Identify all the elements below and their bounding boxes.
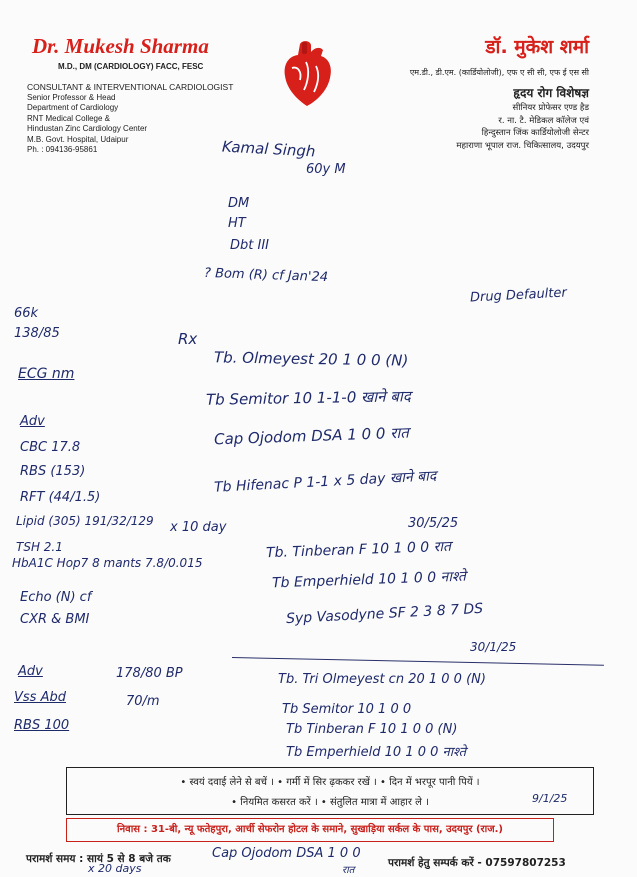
rx-item: Tb Emperhield 10 1 0 0 नाश्ते (271, 568, 467, 592)
bp-reading: 178/80 BP (116, 666, 183, 681)
advice-text-line: • नियमित कसरत करें । • संतुलित मात्रा में आहार ले । (231, 797, 429, 808)
advice-text-line: • स्वयं दवाई लेने से बचें । • गर्मी में सिर ढ़ककर रखें । • दिन में भरपूर पानी पियें । (180, 777, 480, 788)
investigation-line: RFT (44/1.5) (20, 490, 101, 505)
rx-item: Tb Hifenac P 1-1 x 5 day खाने बाद (213, 468, 437, 496)
investigation-line: Lipid (305) 191/32/129 (16, 514, 154, 528)
heart-icon (280, 38, 336, 108)
doctor-info-hindi-line: सीनियर प्रोफेसर एण्ड हैड (512, 103, 589, 113)
investigation-line: HbA1C Hop7 8 mants 7.8/0.015 (12, 556, 203, 570)
doctor-info-line: Department of Cardiology (27, 103, 119, 112)
vital-bp: 138/85 (14, 326, 60, 341)
visit-date: 30/1/25 (470, 640, 517, 654)
doctor-info-hindi-line: महाराणा भूपाल राज. चिकित्सालय, उदयपुर (456, 140, 589, 151)
rx-item: Tb Emperhield 10 1 0 0 नाश्ते (286, 745, 467, 760)
doctor-info-line: CONSULTANT & INTERVENTIONAL CARDIOLOGIST (27, 82, 234, 92)
rx-item: Tb Tinberan F 10 1 0 0 (N) (286, 722, 458, 737)
doctor-name-hindi: डॉ. मुकेश शर्मा (485, 36, 589, 58)
rx-item: Tb. Olmeyest 20 1 0 0 (N) (213, 348, 409, 370)
doctor-info-line: RNT Medical College & (27, 113, 110, 123)
investigation-line: Echo (N) cf (20, 590, 92, 605)
footer-rx-note: रात (342, 865, 355, 876)
doctor-info-english (27, 82, 233, 156)
doctor-degree-hindi: एम.डी., डी.एम. (कार्डियोलोजी), एफ ए सी सी, एफ ई एस सी (409, 68, 589, 77)
investigation-line: CXR & BMI (20, 612, 90, 627)
rx-symbol: Rx (178, 330, 198, 348)
advice-line: Vss Abd (14, 690, 66, 705)
doctor-info-line: M.B. Govt. Hospital, Udaipur (27, 134, 129, 144)
vital-weight: 66k (14, 306, 39, 321)
doctor-name-english: Dr. Mukesh Sharma (32, 34, 209, 58)
rx-item: Tb. Tri Olmeyest cn 20 1 0 0 (N) (278, 672, 486, 687)
rx-item: Tb Semitor 10 1-1-0 खाने बाद (205, 387, 411, 409)
investigation-line: TSH 2.1 (16, 540, 63, 554)
footer-duration: x 20 days (88, 862, 142, 875)
diagnosis-line: Dbt III (230, 238, 269, 253)
drug-defaulter-note: Drug Defaulter (469, 285, 568, 306)
pulse-reading: 70/m (126, 694, 160, 709)
doctor-info-hindi-line: र. ना. टै. मेडिकल कॉलेज एवं (498, 115, 589, 126)
investigation-note: x 10 day (170, 520, 227, 535)
advice-title: Adv (18, 664, 43, 679)
doctor-info-hindi (456, 102, 589, 152)
rx-item: Syp Vasodyne SF 2 3 8 7 DS (285, 600, 484, 628)
diagnosis-line: HT (228, 216, 246, 231)
doctor-info-hindi-line: हिन्दुस्तान जिंक कार्डियोलोजी सेन्टर (481, 128, 589, 138)
consultation-timing: परामर्श समय : सायं 5 से 8 बजे तक (26, 853, 171, 865)
consultation-contact: परामर्श हेतु सम्पर्क करें - 07597807253 (388, 857, 566, 869)
divider-line (232, 657, 604, 666)
patient-name: Kamal Singh (221, 137, 316, 161)
doctor-info-line: Hindustan Zinc Cardiology Center (27, 124, 148, 133)
doctor-signature: 9/1/25 (532, 792, 568, 805)
investigation-line: RBS (153) (20, 464, 86, 479)
rx-item: Cap Ojodom DSA 1 0 0 रात (213, 423, 410, 449)
investigation-line: CBC 17.8 (20, 440, 81, 455)
rx-item: Tb. Tinberan F 10 1 0 0 रात (265, 538, 452, 562)
health-advice-box (66, 767, 594, 815)
visit-date: 30/5/25 (408, 516, 459, 531)
residence-address: निवास : 31-बी, न्यू फतेहपुरा, आर्ची सेफरोन होटल के समाने, सुखाड़िया सर्कल के पास, उदयपुर (राज.) (66, 818, 554, 842)
patient-age: 60y M (306, 162, 346, 177)
investigations-title: Adv (20, 414, 45, 429)
footer-rx-item: Cap Ojodom DSA 1 0 0 (212, 846, 361, 861)
diagnosis-line: ? Bom (R) cf Jan'24 (203, 265, 329, 286)
vital-ecg: ECG nm (18, 366, 75, 382)
doctor-phone: Ph. : 094136-95861 (27, 145, 98, 154)
doctor-specialty-hindi: हृदय रोग विशेषज्ञ (513, 86, 589, 100)
rx-item: Tb Semitor 10 1 0 0 (282, 702, 412, 717)
doctor-degree-english: M.D., DM (CARDIOLOGY) FACC, FESC (58, 62, 204, 71)
diagnosis-line: DM (228, 196, 250, 211)
doctor-info-line: Senior Professor & Head (27, 92, 116, 102)
advice-line: RBS 100 (14, 718, 70, 733)
